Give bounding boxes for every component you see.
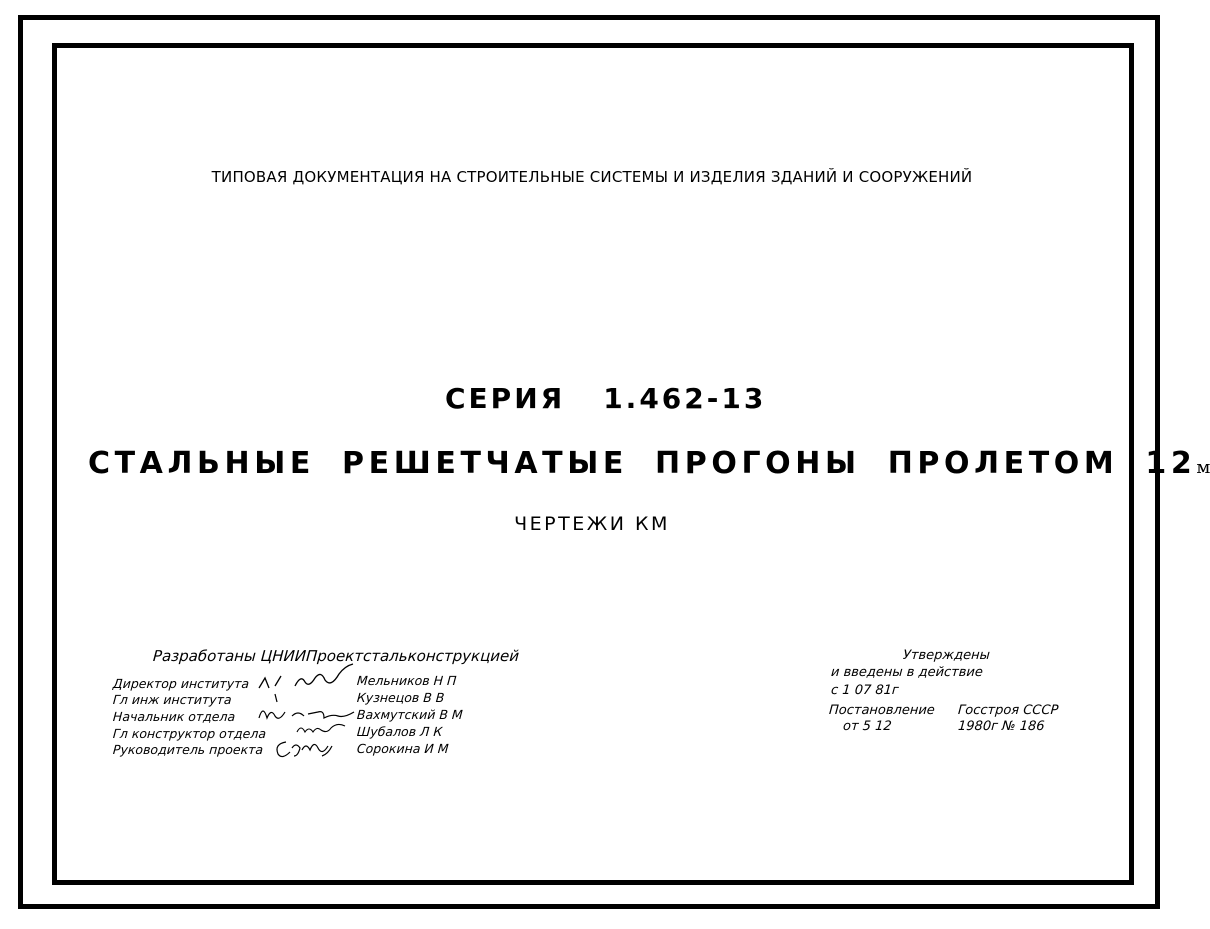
series-number: 1.462-13 xyxy=(603,382,767,415)
developer-name: Шубалов Л К xyxy=(356,724,443,739)
developer-name: Сорокина И М xyxy=(356,741,450,756)
approval-authority: Госстроя СССР xyxy=(957,703,1059,718)
developer-role: Гл конструктор отдела xyxy=(112,726,267,741)
approval-decree-label: Постановление xyxy=(828,703,936,718)
developer-role: Директор института xyxy=(112,676,250,691)
approval-line-1: Утверждены xyxy=(902,648,991,663)
approval-date: от 5 12 xyxy=(842,719,893,734)
developers-heading: Разработаны ЦНИИПроектстальконструкцией xyxy=(152,647,520,665)
approval-line-2: и введены в действие xyxy=(830,665,984,680)
page-subtitle: ЧЕРТЕЖИ КМ xyxy=(514,513,670,535)
developer-name: Мельников Н П xyxy=(356,673,457,688)
developer-name: Вахмутский В М xyxy=(356,707,464,722)
signature-project-lead xyxy=(272,736,342,762)
signature-director xyxy=(255,664,365,694)
approval-year-number: 1980г № 186 xyxy=(957,719,1046,734)
document-header: ТИПОВАЯ ДОКУМЕНТАЦИЯ НА СТРОИТЕЛЬНЫЕ СИСТЕМЫ И ИЗДЕЛИЯ ЗДАНИЙ И СООРУЖЕНИЙ xyxy=(211,168,973,186)
title-text: СТАЛЬНЫЕ РЕШЕТЧАТЫЕ ПРОГОНЫ ПРОЛЕТОМ 12 xyxy=(88,446,1197,481)
developer-name: Кузнецов В В xyxy=(356,690,445,705)
page-title xyxy=(88,446,1210,481)
approval-line-3: с 1 07 81г xyxy=(830,683,900,698)
developer-role: Гл инж института xyxy=(112,692,233,707)
developer-role: Начальник отдела xyxy=(112,709,236,724)
series-heading xyxy=(445,382,766,415)
title-unit: м xyxy=(1196,457,1210,478)
developer-role: Руководитель проекта xyxy=(112,742,264,757)
series-label: СЕРИЯ xyxy=(445,382,566,415)
